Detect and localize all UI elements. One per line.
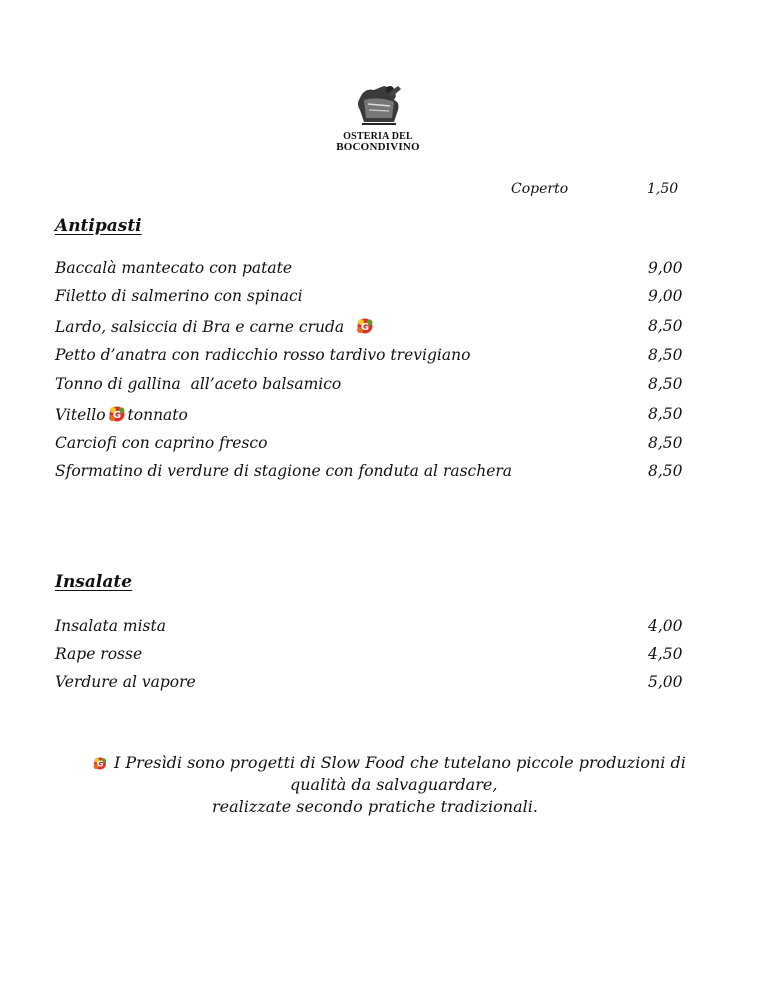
menu-item: [55, 673, 705, 697]
menu-item: [55, 462, 705, 486]
item-name: Tonno di gallina all’aceto balsamico: [55, 375, 342, 393]
section-title-insalate: Insalate: [55, 572, 133, 592]
menu-item: [55, 346, 705, 370]
item-price: 4,50: [648, 645, 683, 663]
section-title-antipasti: Antipasti: [55, 216, 142, 236]
footnote-line3: realizzate secondo pratiche tradizionali.: [212, 797, 538, 816]
menu-item: [55, 405, 705, 429]
item-price: 5,00: [648, 673, 683, 691]
item-price: 8,50: [648, 405, 683, 423]
item-name: Petto d’anatra con radicchio rosso tardivo trevigiano: [55, 346, 471, 364]
menu-item: [55, 317, 705, 341]
logo-line2-text: BOCONDIVINO: [336, 141, 420, 153]
item-price: 9,00: [648, 287, 683, 305]
item-name: Baccalà mantecato con patate: [55, 259, 293, 277]
slow-food-presidio-icon: [92, 756, 108, 771]
menu-item: [55, 617, 705, 641]
menu-item: [55, 645, 705, 669]
menu-item: [55, 287, 705, 311]
item-price: 8,50: [648, 317, 683, 335]
item-name: Rape rosse: [55, 645, 143, 663]
slow-food-presidio-icon: [355, 317, 375, 335]
menu-item: [55, 434, 705, 458]
item-price: 4,00: [648, 617, 683, 635]
item-price: 8,50: [648, 375, 683, 393]
menu-item: [55, 375, 705, 399]
footnote-line1: I Presìdi sono progetti di Slow Food che tutelano piccole produzioni di: [114, 753, 686, 772]
pot-illustration-icon: [354, 80, 404, 130]
item-price: 9,00: [648, 259, 683, 277]
svg-text:G: G: [112, 410, 121, 421]
svg-text:G: G: [360, 322, 370, 333]
coperto-label: Coperto: [511, 181, 569, 197]
item-name: Verdure al vapore: [55, 673, 196, 691]
item-name-wrap: [55, 317, 375, 336]
coperto-price: 1,50: [647, 181, 679, 197]
item-price: 8,50: [648, 434, 683, 452]
item-name-part1: Vitello: [55, 406, 106, 424]
item-name: Carciofi con caprino fresco: [55, 434, 268, 452]
footnote-line1-wrap: [92, 752, 686, 774]
logo-line2: [330, 142, 426, 152]
restaurant-logo: [330, 80, 426, 158]
footnote-line2: qualità da salvaguardare,: [290, 775, 498, 794]
svg-text:G: G: [96, 759, 104, 769]
item-name: Filetto di salmerino con spinaci: [55, 287, 303, 305]
item-name-part2: tonnato: [127, 406, 188, 424]
item-name-wrap: [55, 405, 188, 424]
item-price: 8,50: [648, 346, 683, 364]
item-name: Insalata mista: [55, 617, 166, 635]
item-name: Lardo, salsiccia di Bra e carne cruda: [55, 318, 345, 336]
logo-line1: OSTERIA DEL: [343, 131, 413, 142]
menu-item: [55, 259, 705, 283]
item-price: 8,50: [648, 462, 683, 480]
slow-food-presidio-icon: [107, 405, 127, 423]
item-name: Sformatino di verdure di stagione con fonduta al raschera: [55, 462, 513, 480]
